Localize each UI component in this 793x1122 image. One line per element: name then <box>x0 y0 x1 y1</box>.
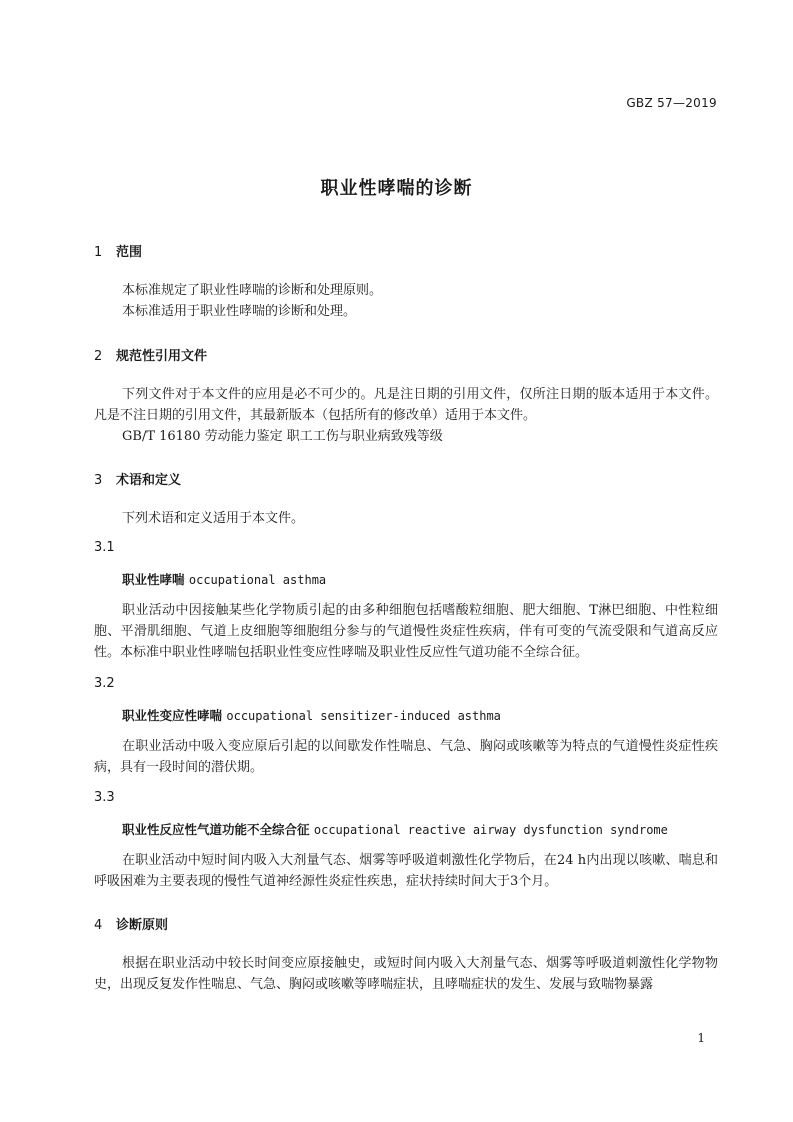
page-number: 1 <box>697 1031 705 1045</box>
term-number: 3.3 <box>94 790 115 805</box>
section-1-heading <box>94 241 142 260</box>
section-number: 4 <box>94 918 103 933</box>
term-definition: 在职业活动中吸入变应原后引起的以间歇发作性喘息、气急、胸闷或咳嗽等为特点的气道慢性炎症性疾病，具有一段时间的潜伏期。 <box>94 739 718 775</box>
term-zh: 职业性哮喘 <box>122 572 185 587</box>
section-number: 2 <box>94 349 103 364</box>
section-2-paragraph: 下列文件对于本文件的应用是必不可少的。凡是注日期的引用文件，仅所注日期的版本适用于本文件。凡是不注日期的引用文件，其最新版本（包括所有的修改单）适用于本文件。 <box>94 387 718 423</box>
term-definition: 在职业活动中短时间内吸入大剂量气态、烟雾等呼吸道刺激性化学物后，在24 h内出现以咳嗽、喘息和呼吸困难为主要表现的慢性气道神经源性炎症性疾患，症状持续时间大于3个月。 <box>94 853 718 889</box>
section-4-paragraph: 根据在职业活动中较长时间变应原接触史，或短时间内吸入大剂量气态、烟雾等呼吸道刺激性化学物物史，出现反复发作性喘息、气急、胸闷或咳嗽等哮喘症状，且哮喘症状的发生、发展与致喘物暴露 <box>94 956 718 992</box>
section-4-heading <box>94 914 168 933</box>
section-3-heading <box>94 469 181 488</box>
term-zh: 职业性变应性哮喘 <box>122 708 223 723</box>
term-heading <box>122 570 326 588</box>
term-heading <box>122 820 668 838</box>
term-number: 3.1 <box>94 540 115 555</box>
normative-reference: GB/T 16180 劳动能力鉴定 职工工伤与职业病致残等级 <box>122 429 443 444</box>
term-en: occupational reactive airway dysfunction syndrome <box>313 823 668 837</box>
standard-code: GBZ 57—2019 <box>626 96 717 110</box>
term-heading <box>122 706 501 724</box>
section-2-heading <box>94 345 207 364</box>
document-title: 职业性哮喘的诊断 <box>320 178 473 199</box>
section-title: 规范性引用文件 <box>116 349 208 364</box>
section-number: 3 <box>94 473 103 488</box>
term-definition: 职业活动中因接触某些化学物质引起的由多种细胞包括嗜酸粒细胞、肥大细胞、T淋巴细胞、中性粒细胞、平滑肌细胞、气道上皮细胞等细胞组分参与的气道慢性炎症性疾病，伴有可变的气流受限和气道高反应性。本标准中职业性哮喘包括职业性变应性哮喘及职业性反应性气道功能不全综合征。 <box>94 603 718 660</box>
section-3-intro: 下列术语和定义适用于本文件。 <box>122 511 305 526</box>
section-title: 诊断原则 <box>116 918 169 933</box>
section-title: 术语和定义 <box>116 473 182 488</box>
term-number: 3.2 <box>94 676 115 691</box>
section-title: 范围 <box>116 245 143 260</box>
term-zh: 职业性反应性气道功能不全综合征 <box>122 822 310 837</box>
term-en: occupational sensitizer-induced asthma <box>226 709 501 723</box>
term-en: occupational asthma <box>188 573 327 587</box>
section-1-line-2: 本标准适用于职业性哮喘的诊断和处理。 <box>122 304 357 319</box>
section-1-line-1: 本标准规定了职业性哮喘的诊断和处理原则。 <box>122 283 383 298</box>
section-number: 1 <box>94 245 103 260</box>
